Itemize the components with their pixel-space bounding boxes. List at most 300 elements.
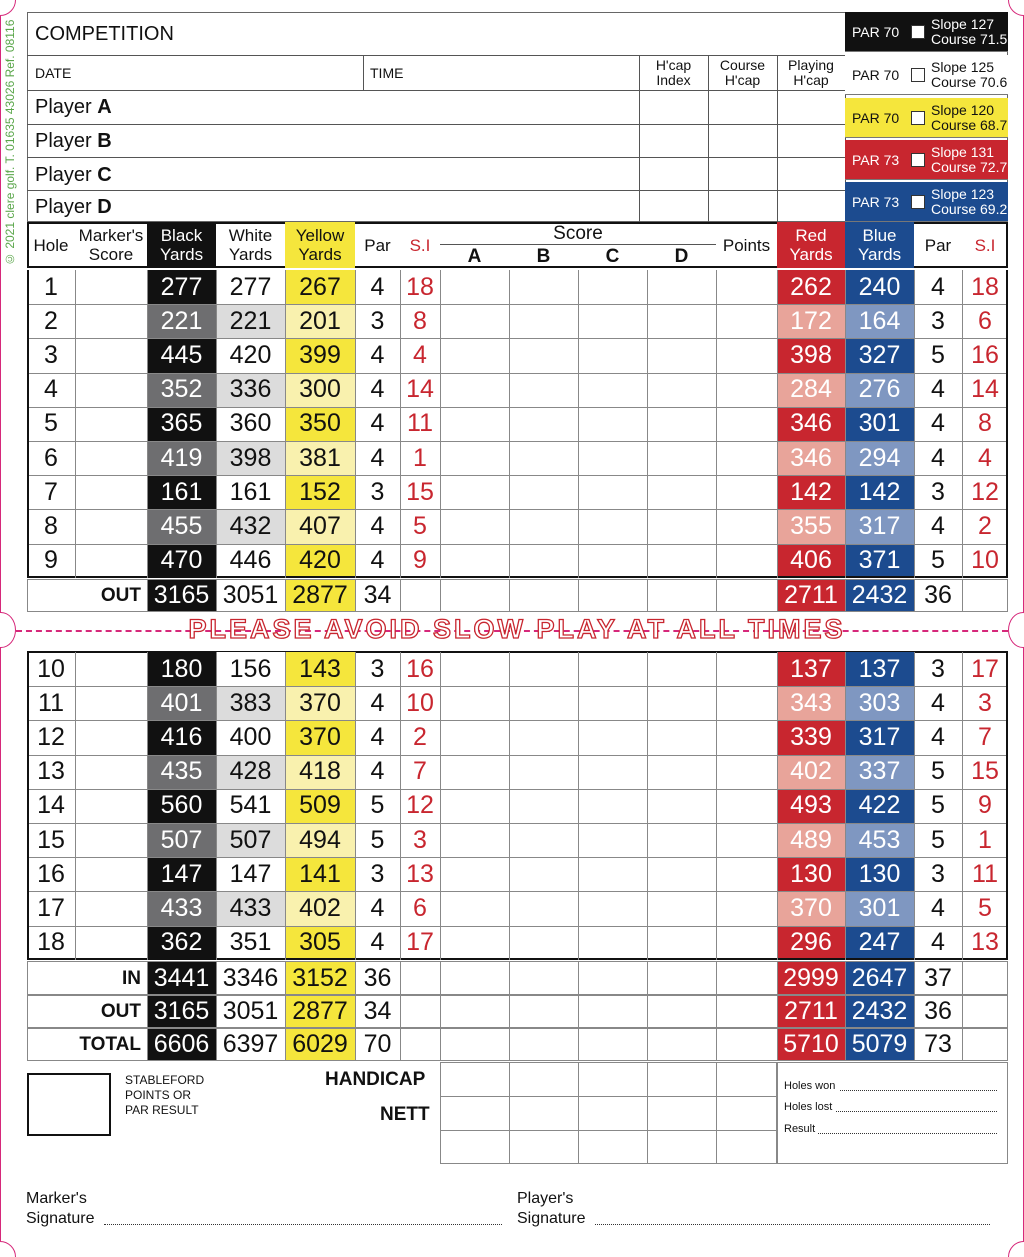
red-yards: 142 xyxy=(777,475,845,509)
score-a-header: A xyxy=(467,245,482,267)
divider xyxy=(440,270,441,578)
par-total: 34 xyxy=(363,581,392,609)
hole-number: 11 xyxy=(38,688,64,717)
tee-slope: Slope 125 xyxy=(931,58,995,75)
divider xyxy=(27,90,845,91)
tee-option[interactable] xyxy=(845,55,1008,95)
handicap-entry-cell[interactable] xyxy=(509,1096,578,1130)
hole-number: 4 xyxy=(44,375,58,404)
yellow-yards: 407 xyxy=(285,509,355,543)
stroke-index: 5 xyxy=(413,511,427,540)
black-yards: 435 xyxy=(147,755,216,789)
red-yards: 172 xyxy=(777,304,845,338)
red-yards: 137 xyxy=(777,652,845,686)
white-yards: 383 xyxy=(216,686,285,720)
handicap-entry-cell[interactable] xyxy=(440,1130,509,1164)
hole-number: 12 xyxy=(37,722,65,751)
divider xyxy=(355,270,356,578)
yellow-yards: 494 xyxy=(285,823,355,857)
handicap-entry-cell[interactable] xyxy=(647,1062,716,1096)
yellow-yards: 509 xyxy=(285,789,355,823)
handicap-entry-cell[interactable] xyxy=(440,1096,509,1130)
slow-play-banner: PLEASE AVOID SLOW PLAY AT ALL TIMES xyxy=(188,614,846,644)
divider xyxy=(578,579,579,612)
black-yards: 445 xyxy=(147,338,216,372)
par-value: 4 xyxy=(370,722,385,751)
marker-signature-label-2: Signature xyxy=(26,1210,95,1227)
white-yards: 432 xyxy=(216,509,285,543)
handicap-label: HANDICAP xyxy=(325,1069,426,1090)
yellow-total: 6029 xyxy=(285,1028,355,1061)
blue-total: 2647 xyxy=(845,961,914,995)
divider xyxy=(716,1028,717,1061)
divider xyxy=(285,961,286,995)
red-total: 2711 xyxy=(777,579,845,612)
black-yards: 455 xyxy=(147,509,216,543)
black-yards: 147 xyxy=(147,857,216,891)
white-yards: 351 xyxy=(216,926,285,960)
stroke-index: 2 xyxy=(413,722,427,751)
divider xyxy=(578,270,579,578)
tee-checkbox[interactable] xyxy=(911,153,925,167)
divider xyxy=(440,961,441,995)
tee-course-rating: Course 71.5 xyxy=(931,30,1008,47)
stroke-index: 11 xyxy=(407,409,433,438)
par2-value: 5 xyxy=(931,825,945,854)
handicap-entry-cell[interactable] xyxy=(578,1130,647,1164)
tee-checkbox[interactable] xyxy=(911,68,925,82)
total-row xyxy=(27,961,1008,995)
tee-checkbox[interactable] xyxy=(911,195,925,209)
handicap-entry-cell[interactable] xyxy=(440,1062,509,1096)
handicap-entry-cell[interactable] xyxy=(647,1096,716,1130)
divider xyxy=(578,961,579,995)
red-yards: 493 xyxy=(777,789,845,823)
date-label: DATE xyxy=(35,65,72,81)
holes-won-label: Holes won xyxy=(784,1080,836,1092)
divider xyxy=(285,270,286,578)
tee-slope: Slope 131 xyxy=(931,143,995,160)
hole-number: 9 xyxy=(44,546,58,575)
tee-ratings xyxy=(931,17,1007,47)
divider xyxy=(914,961,915,995)
divider xyxy=(647,961,648,995)
yellow-yards: 305 xyxy=(285,926,355,960)
stroke-index: 3 xyxy=(413,825,427,854)
black-total: 3165 xyxy=(147,995,216,1028)
par2-value: 3 xyxy=(931,477,945,506)
divider xyxy=(509,995,510,1028)
tee-ratings xyxy=(931,60,1007,90)
divider xyxy=(962,579,963,612)
divider xyxy=(509,652,510,960)
hole-number: 15 xyxy=(37,825,65,854)
black-yards: 419 xyxy=(147,441,216,475)
player-letter: A xyxy=(97,96,112,118)
handicap-entry-cell[interactable] xyxy=(716,1096,777,1130)
player-letter: C xyxy=(97,164,112,186)
par2-total: 36 xyxy=(924,581,952,609)
par2-value: 3 xyxy=(931,859,945,888)
time-label: TIME xyxy=(370,65,404,81)
par-total: 34 xyxy=(363,997,392,1025)
par2-value: 4 xyxy=(931,375,945,404)
marker-col-header: Marker's Score xyxy=(78,226,144,264)
yellow-yards: 418 xyxy=(285,755,355,789)
divider xyxy=(509,270,510,578)
red-yards: 343 xyxy=(777,686,845,720)
divider xyxy=(578,652,579,960)
white-total: 3051 xyxy=(222,997,279,1025)
red-yards: 489 xyxy=(777,823,845,857)
white-yards: 446 xyxy=(216,544,285,578)
divider xyxy=(647,270,648,578)
divider xyxy=(400,579,401,612)
black-yards: 362 xyxy=(147,926,216,960)
black-yards: 401 xyxy=(147,686,216,720)
stroke-index-2: 13 xyxy=(971,928,999,957)
white-yards: 398 xyxy=(216,441,285,475)
player-prefix: Player xyxy=(35,196,98,218)
hole-number: 14 xyxy=(37,791,65,820)
blue-yards: 247 xyxy=(845,926,914,960)
stroke-index: 13 xyxy=(406,859,434,888)
white-yards: 156 xyxy=(216,652,285,686)
tee-course-rating: Course 68.7 xyxy=(931,116,1008,133)
hole-number: 6 xyxy=(44,443,58,472)
red-yards: 355 xyxy=(777,509,845,543)
corner-mark xyxy=(0,0,16,16)
player-signature-label: Player's xyxy=(517,1190,574,1207)
yellow-yards: 152 xyxy=(285,475,355,509)
player-signature-line[interactable] xyxy=(595,1224,990,1225)
holes-won-line[interactable] xyxy=(840,1090,997,1091)
tee-option[interactable] xyxy=(845,98,1008,138)
handicap-entry-cell[interactable] xyxy=(509,1130,578,1164)
divider xyxy=(216,579,217,612)
divider xyxy=(647,995,648,1028)
copyright-text: © 2021 clere golf. T. 01635 43026 Ref. 08116 xyxy=(3,20,17,267)
red-yards: 339 xyxy=(777,720,845,754)
divider xyxy=(962,961,963,995)
divider xyxy=(716,270,717,578)
blue-yards: 371 xyxy=(845,544,914,578)
tee-checkbox[interactable] xyxy=(911,111,925,125)
divider xyxy=(845,1028,846,1061)
blue-yards: 422 xyxy=(845,789,914,823)
yellow-yards: 370 xyxy=(285,686,355,720)
red-total: 5710 xyxy=(777,1028,845,1061)
par-value: 4 xyxy=(370,340,385,369)
holes-grid xyxy=(27,270,1008,578)
divider xyxy=(578,1028,579,1061)
stroke-index-2: 18 xyxy=(971,272,999,301)
stroke-index-2: 5 xyxy=(978,893,992,922)
black-total: 3441 xyxy=(147,961,216,995)
tee-ratings xyxy=(931,145,1007,175)
yellow-yards: 350 xyxy=(285,407,355,441)
hole-col-header: Hole xyxy=(33,235,69,255)
divider xyxy=(285,995,286,1028)
divider xyxy=(914,652,915,960)
red-total: 2999 xyxy=(777,961,845,995)
divider xyxy=(845,961,846,995)
par-value: 5 xyxy=(370,825,385,854)
red-yards: 346 xyxy=(777,441,845,475)
stroke-index: 10 xyxy=(406,688,434,717)
black-col-header: Black Yards xyxy=(147,222,216,268)
tee-ratings xyxy=(931,103,1007,133)
divider xyxy=(216,270,217,578)
par2-value: 4 xyxy=(931,688,945,717)
divider xyxy=(355,579,356,612)
result-label: Result xyxy=(784,1123,816,1135)
divider xyxy=(845,579,846,612)
white-yards: 507 xyxy=(216,823,285,857)
player-signature-label-2: Signature xyxy=(517,1210,586,1227)
hole-number: 16 xyxy=(37,859,65,888)
handicap-entry-cell[interactable] xyxy=(578,1096,647,1130)
par2-total: 73 xyxy=(924,1030,952,1058)
red-yards: 262 xyxy=(777,270,845,304)
par2-value: 4 xyxy=(931,272,945,301)
par-value: 4 xyxy=(370,409,385,438)
stroke-index: 15 xyxy=(406,477,434,506)
divider xyxy=(914,270,915,578)
blue-yards: 294 xyxy=(845,441,914,475)
divider xyxy=(647,652,648,960)
yellow-yards: 201 xyxy=(285,304,355,338)
stroke-index: 9 xyxy=(413,546,427,575)
divider xyxy=(509,961,510,995)
white-total: 6397 xyxy=(222,1030,279,1058)
player-prefix: Player xyxy=(35,96,98,118)
white-yards: 161 xyxy=(216,475,285,509)
yellow-total: 2877 xyxy=(285,579,355,612)
score-b-header: B xyxy=(536,245,551,267)
black-yards: 507 xyxy=(147,823,216,857)
marker-signature-line[interactable] xyxy=(104,1224,502,1225)
stroke-index: 1 xyxy=(413,443,427,472)
score-d-header: D xyxy=(674,245,689,267)
tee-course-rating: Course 69.2 xyxy=(931,200,1008,217)
stroke-index: 4 xyxy=(413,340,427,369)
par2-total: 36 xyxy=(924,997,952,1025)
divider xyxy=(440,579,441,612)
total-label: TOTAL xyxy=(79,1034,141,1055)
stroke-index: 7 xyxy=(413,757,427,786)
par-total: 70 xyxy=(363,1030,392,1058)
cut-notch xyxy=(1008,612,1024,648)
player-name-c xyxy=(35,165,112,185)
handicap-entry-cell[interactable] xyxy=(716,1130,777,1164)
divider xyxy=(716,995,717,1028)
blue-yards: 317 xyxy=(845,509,914,543)
par-value: 4 xyxy=(370,688,385,717)
red-yards: 296 xyxy=(777,926,845,960)
par-value: 3 xyxy=(370,306,385,335)
hole-number: 13 xyxy=(37,757,65,786)
par2-col-header: Par xyxy=(924,235,952,255)
divider xyxy=(400,270,401,578)
divider xyxy=(147,1028,148,1061)
stroke-index: 16 xyxy=(406,654,434,683)
black-yards: 180 xyxy=(147,652,216,686)
divider xyxy=(716,652,717,960)
par2-total: 37 xyxy=(924,963,952,992)
divider xyxy=(962,270,963,578)
nett-label: NETT xyxy=(380,1104,430,1125)
par-value: 5 xyxy=(370,791,385,820)
divider xyxy=(716,579,717,612)
stroke-index-2: 15 xyxy=(971,757,999,786)
par2-value: 4 xyxy=(931,893,945,922)
blue-col-header: Blue Yards xyxy=(845,222,914,268)
par2-value: 4 xyxy=(931,443,945,472)
divider xyxy=(355,961,356,995)
divider xyxy=(147,652,148,960)
si2-col-header: S.I xyxy=(974,235,996,255)
par-total: 36 xyxy=(363,963,392,992)
points-col-header: Points xyxy=(722,235,771,255)
blue-total: 2432 xyxy=(845,579,914,612)
divider xyxy=(75,270,76,578)
divider xyxy=(647,579,648,612)
divider xyxy=(440,995,441,1028)
divider xyxy=(27,55,845,56)
si-col-header: S.I xyxy=(409,235,431,255)
stroke-index: 8 xyxy=(413,306,427,335)
red-yards: 346 xyxy=(777,407,845,441)
red-col-header: Red Yards xyxy=(777,222,845,268)
divider xyxy=(777,1028,778,1061)
par2-value: 5 xyxy=(931,791,945,820)
white-col-header: White Yards xyxy=(228,226,273,264)
divider xyxy=(355,995,356,1028)
divider xyxy=(647,1028,648,1061)
white-yards: 336 xyxy=(216,373,285,407)
white-yards: 433 xyxy=(216,891,285,925)
par2-value: 5 xyxy=(931,757,945,786)
handicap-entry-cell[interactable] xyxy=(578,1062,647,1096)
tee-option[interactable] xyxy=(845,140,1008,180)
divider xyxy=(578,995,579,1028)
black-yards: 365 xyxy=(147,407,216,441)
tee-slope: Slope 120 xyxy=(931,101,995,118)
hole-number: 18 xyxy=(37,928,65,957)
blue-yards: 137 xyxy=(845,652,914,686)
black-yards: 470 xyxy=(147,544,216,578)
stroke-index-2: 10 xyxy=(971,546,999,575)
stroke-index-2: 7 xyxy=(978,722,992,751)
hole-number: 7 xyxy=(44,477,58,506)
tee-option[interactable] xyxy=(845,182,1008,222)
stableford-label: STABLEFORD POINTS OR PAR RESULT xyxy=(125,1073,205,1117)
divider xyxy=(777,579,778,612)
tee-checkbox[interactable] xyxy=(911,25,925,39)
handicap-entry-cell[interactable] xyxy=(647,1130,716,1164)
cut-notch xyxy=(0,612,16,648)
par2-value: 4 xyxy=(931,511,945,540)
black-total: 6606 xyxy=(147,1028,216,1061)
black-yards: 433 xyxy=(147,891,216,925)
yellow-yards: 267 xyxy=(285,270,355,304)
divider xyxy=(147,961,148,995)
tee-slope: Slope 123 xyxy=(931,185,995,202)
hole-number: 5 xyxy=(44,409,58,438)
divider xyxy=(914,579,915,612)
competition-label: COMPETITION xyxy=(35,23,174,45)
red-yards: 398 xyxy=(777,338,845,372)
stroke-index: 18 xyxy=(406,272,434,301)
divider xyxy=(285,579,286,612)
blue-yards: 142 xyxy=(845,475,914,509)
par-col-header: Par xyxy=(364,235,391,255)
tee-par: PAR 73 xyxy=(852,151,900,168)
white-yards: 400 xyxy=(216,720,285,754)
white-yards: 541 xyxy=(216,789,285,823)
player-name-d xyxy=(35,197,112,217)
yellow-total: 2877 xyxy=(285,995,355,1028)
par-value: 4 xyxy=(370,511,385,540)
divider xyxy=(509,579,510,612)
course-hcap-header: Course H'cap xyxy=(719,57,766,88)
corner-mark xyxy=(1008,1241,1024,1257)
par2-value: 3 xyxy=(931,654,945,683)
handicap-entry-cell[interactable] xyxy=(716,1062,777,1096)
stroke-index-2: 1 xyxy=(978,825,992,854)
holes-lost-line[interactable] xyxy=(836,1111,997,1112)
par-value: 3 xyxy=(370,654,385,683)
tee-option[interactable] xyxy=(845,12,1008,52)
stroke-index-2: 11 xyxy=(972,859,998,888)
white-yards: 428 xyxy=(216,755,285,789)
stroke-index-2: 3 xyxy=(978,688,992,717)
hcap-index-header: H'cap Index xyxy=(655,57,692,88)
yellow-yards: 141 xyxy=(285,857,355,891)
hole-number: 1 xyxy=(44,272,58,301)
yellow-total: 3152 xyxy=(285,961,355,995)
tee-par: PAR 70 xyxy=(852,66,900,83)
stroke-index-2: 12 xyxy=(971,477,999,506)
result-line[interactable] xyxy=(818,1133,997,1134)
handicap-entry-cell[interactable] xyxy=(509,1062,578,1096)
stroke-index-2: 9 xyxy=(978,791,992,820)
hole-number: 17 xyxy=(37,893,65,922)
divider xyxy=(27,157,845,158)
stroke-index-2: 16 xyxy=(971,340,999,369)
blue-total: 2432 xyxy=(845,995,914,1028)
divider xyxy=(363,55,364,90)
holes-lost-label: Holes lost xyxy=(784,1101,833,1113)
divider xyxy=(777,961,778,995)
stroke-index-2: 14 xyxy=(971,375,999,404)
white-yards: 147 xyxy=(216,857,285,891)
divider xyxy=(147,270,148,578)
par-value: 4 xyxy=(370,757,385,786)
yellow-yards: 402 xyxy=(285,891,355,925)
hole-number: 2 xyxy=(44,306,58,335)
divider xyxy=(845,995,846,1028)
black-yards: 221 xyxy=(147,304,216,338)
par2-value: 4 xyxy=(931,722,945,751)
stroke-index-2: 6 xyxy=(978,306,992,335)
stableford-box[interactable] xyxy=(27,1073,111,1136)
stroke-index: 14 xyxy=(406,375,434,404)
red-yards: 402 xyxy=(777,755,845,789)
black-yards: 277 xyxy=(147,270,216,304)
divider xyxy=(777,652,778,960)
